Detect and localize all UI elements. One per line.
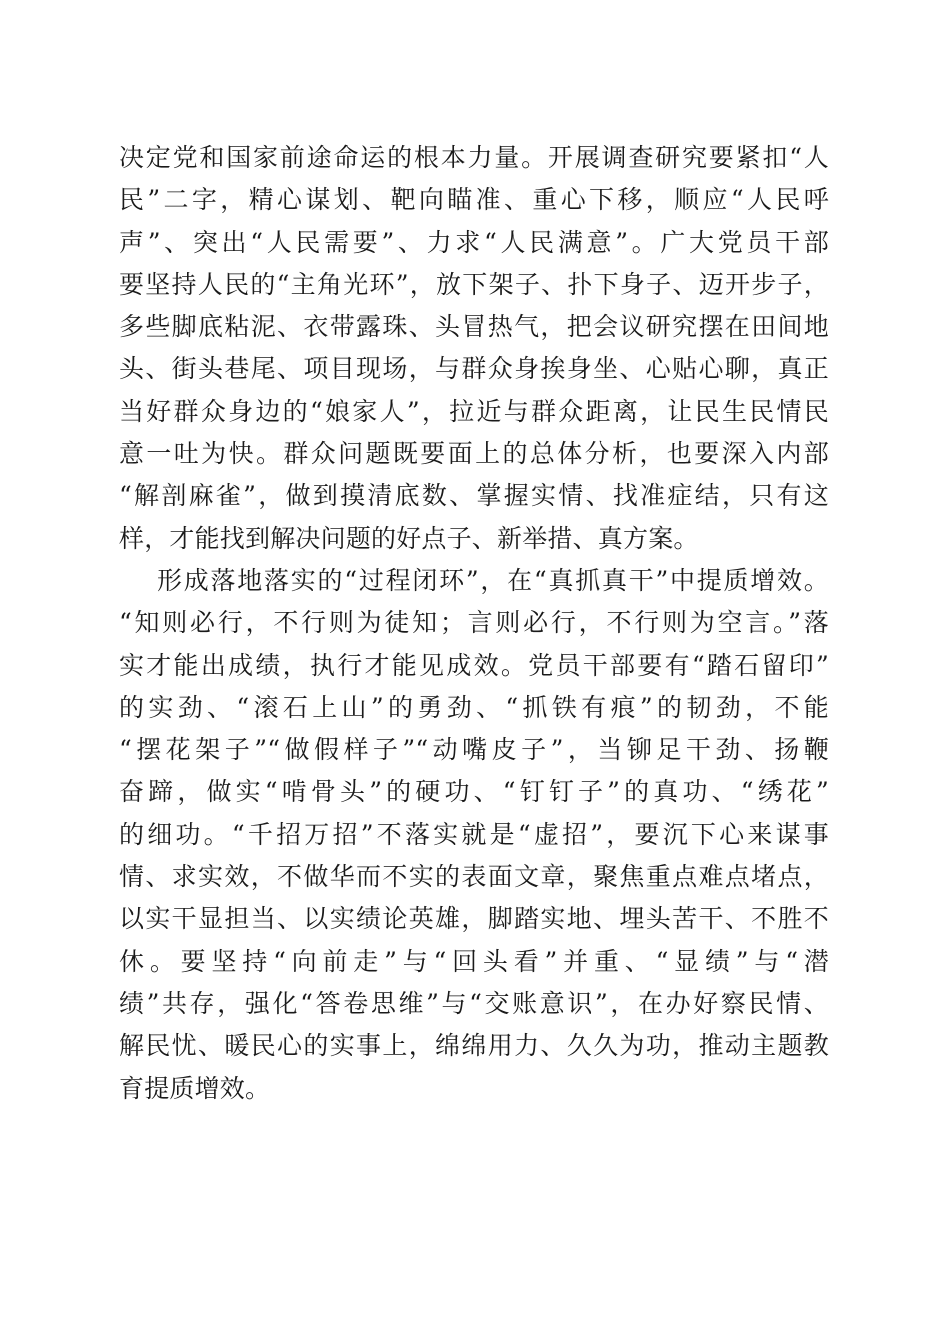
text-line: 民”二字，精心谋划、靶向瞄准、重心下移，顺应“人民呼 [119, 185, 829, 215]
text-line: 情、求实效，不做华而不实的表面文章，聚焦重点难点堵点， [119, 862, 829, 892]
paragraph-2 [119, 560, 829, 1110]
text-line: “知则必行，不行则为徒知；言则必行，不行则为空言。”落 [119, 608, 829, 638]
text-line: 声”、突出“人民需要”、力求“人民满意”。广大党员干部 [119, 227, 829, 257]
text-line: 奋蹄，做实“啃骨头”的硬功、“钉钉子”的真功、“绣花” [119, 777, 829, 807]
body-text [119, 137, 829, 1110]
text-line: 头、街头巷尾、项目现场，与群众身挨身坐、心贴心聊，真正 [119, 354, 829, 384]
paragraph-1 [119, 137, 829, 560]
text-line: 意一吐为快。群众问题既要面上的总体分析，也要深入内部 [119, 439, 829, 469]
text-line: 样，才能找到解决问题的好点子、新举措、真方案。 [119, 523, 699, 553]
text-line: 形成落地落实的“过程闭环”，在“真抓真干”中提质增效。 [157, 565, 829, 595]
text-line: 当好群众身边的“娘家人”，拉近与群众距离，让民生民情民 [119, 396, 829, 426]
text-line: 实才能出成绩，执行才能见成效。党员干部要有“踏石留印” [119, 650, 829, 680]
text-line: 休。要坚持“向前走”与“回头看”并重、“显绩”与“潜 [119, 946, 829, 976]
text-line: 的实劲、“滚石上山”的勇劲、“抓铁有痕”的韧劲，不能 [119, 692, 829, 722]
text-line: 的细功。“千招万招”不落实就是“虚招”，要沉下心来谋事 [119, 819, 829, 849]
text-line: 解民忧、暖民心的实事上，绵绵用力、久久为功，推动主题教 [119, 1031, 829, 1061]
text-line: 育提质增效。 [119, 1073, 271, 1103]
text-line: “解剖麻雀”，做到摸清底数、掌握实情、找准症结，只有这 [119, 481, 829, 511]
text-line: “摆花架子”“做假样子”“动嘴皮子”，当铆足干劲、扬鞭 [119, 735, 829, 765]
text-line: 绩”共存，强化“答卷思维”与“交账意识”，在办好察民情、 [119, 988, 829, 1018]
text-line: 以实干显担当、以实绩论英雄，脚踏实地、埋头苦干、不胜不 [119, 904, 829, 934]
text-line: 决定党和国家前途命运的根本力量。开展调查研究要紧扣“人 [119, 143, 829, 172]
text-line: 多些脚底粘泥、衣带露珠、头冒热气，把会议研究摆在田间地 [119, 312, 829, 342]
text-line: 要坚持人民的“主角光环”，放下架子、扑下身子、迈开步子， [119, 269, 829, 299]
